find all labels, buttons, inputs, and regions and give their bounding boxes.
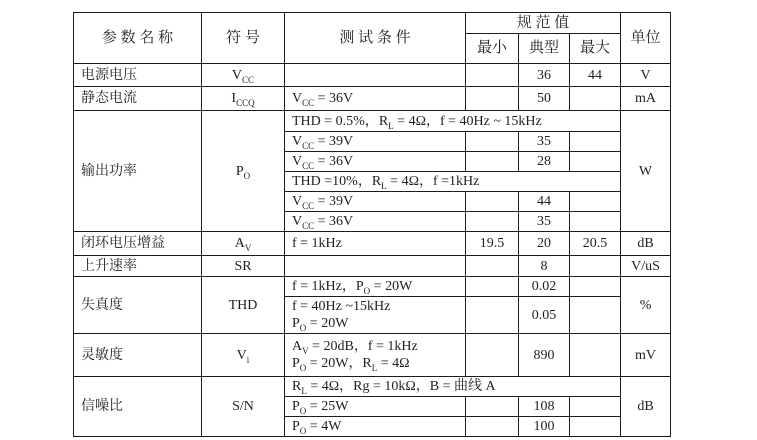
- max-cell: [570, 212, 621, 232]
- typ-cell: 0.05: [519, 297, 570, 334]
- table-row-sensitivity: [74, 334, 671, 377]
- condition-cell: $V_{CC} = 39V$: [285, 132, 466, 152]
- typ-cell: 35: [519, 212, 570, 232]
- max-cell: [570, 297, 621, 334]
- min-cell: [466, 132, 519, 152]
- min-cell: [466, 297, 519, 334]
- max-cell: [570, 256, 621, 277]
- param-symbol: $P_O$: [202, 111, 285, 232]
- unit-cell: V/uS: [621, 256, 671, 277]
- condition-cell: $V_{CC} = 36V$: [285, 152, 466, 172]
- param-symbol: SR: [202, 256, 285, 277]
- table-row-quiescent-current: [74, 87, 671, 111]
- max-cell: [570, 152, 621, 172]
- unit-cell: dB: [621, 232, 671, 256]
- typ-cell: 36: [519, 64, 570, 87]
- unit-cell: mV: [621, 334, 671, 377]
- typ-cell: 100: [519, 417, 570, 437]
- param-symbol: $V_i$: [202, 334, 285, 377]
- param-name: 静态电流: [74, 87, 202, 111]
- min-cell: 19.5: [466, 232, 519, 256]
- param-name: 输出功率: [74, 111, 202, 232]
- unit-cell: %: [621, 277, 671, 334]
- param-symbol: $A_V$: [202, 232, 285, 256]
- param-name: 失真度: [74, 277, 202, 334]
- unit-cell: mA: [621, 87, 671, 111]
- typ-cell: 44: [519, 192, 570, 212]
- unit-cell: W: [621, 111, 671, 232]
- condition-cell: $P_O = 4W$: [285, 417, 466, 437]
- max-cell: [570, 192, 621, 212]
- col-header-symbol: 符 号: [202, 13, 285, 64]
- param-name: 信噪比: [74, 377, 202, 437]
- condition-group-cell: THD =10%，$R_L = 4\Omega$，f =1kHz: [285, 172, 621, 192]
- condition-cell: f = 40Hz ~15kHz $P_O = 20W$: [285, 297, 466, 334]
- col-header-typ: 典型: [519, 34, 570, 64]
- table-row-snr-group: [74, 377, 671, 397]
- typ-cell: 8: [519, 256, 570, 277]
- max-cell: 20.5: [570, 232, 621, 256]
- max-cell: [570, 417, 621, 437]
- typ-cell: 0.02: [519, 277, 570, 297]
- table-row-output-power-group1: [74, 111, 671, 132]
- param-name: 上升速率: [74, 256, 202, 277]
- condition-cell: f = 1kHz: [285, 232, 466, 256]
- typ-cell: 20: [519, 232, 570, 256]
- param-symbol: $I_{CCQ}$: [202, 87, 285, 111]
- min-cell: [466, 334, 519, 377]
- spec-table: [73, 12, 671, 437]
- typ-cell: 108: [519, 397, 570, 417]
- typ-cell: 28: [519, 152, 570, 172]
- max-cell: 44: [570, 64, 621, 87]
- typ-cell: 890: [519, 334, 570, 377]
- param-symbol: $V_{CC}$: [202, 64, 285, 87]
- table-row-supply-voltage: [74, 64, 671, 87]
- typ-cell: 50: [519, 87, 570, 111]
- condition-cell: $A_V = 20dB$，f = 1kHz $P_O = 20W$，$R_L = 4\Omega$: [285, 334, 466, 377]
- min-cell: [466, 87, 519, 111]
- param-symbol: THD: [202, 277, 285, 334]
- max-cell: [570, 334, 621, 377]
- col-header-min: 最小: [466, 34, 519, 64]
- param-name: 闭环电压增益: [74, 232, 202, 256]
- min-cell: [466, 256, 519, 277]
- max-cell: [570, 87, 621, 111]
- condition-cell: [285, 64, 466, 87]
- min-cell: [466, 212, 519, 232]
- param-symbol: S/N: [202, 377, 285, 437]
- condition-group-cell: THD = 0.5%，$R_L = 4\Omega$，f = 40Hz ~ 15kHz: [285, 111, 621, 132]
- min-cell: [466, 277, 519, 297]
- max-cell: [570, 397, 621, 417]
- table-row-distortion-sub1: [74, 277, 671, 297]
- typ-cell: 35: [519, 132, 570, 152]
- col-header-param: 参 数 名 称: [74, 13, 202, 64]
- condition-cell: $P_O = 25W$: [285, 397, 466, 417]
- min-cell: [466, 417, 519, 437]
- max-cell: [570, 132, 621, 152]
- condition-cell: f = 1kHz，$P_O = 20W$: [285, 277, 466, 297]
- table-row-voltage-gain: [74, 232, 671, 256]
- param-name: 电源电压: [74, 64, 202, 87]
- unit-cell: dB: [621, 377, 671, 437]
- condition-cell: [285, 256, 466, 277]
- min-cell: [466, 397, 519, 417]
- condition-cell: $V_{CC} = 36V$: [285, 87, 466, 111]
- unit-cell: V: [621, 64, 671, 87]
- min-cell: [466, 152, 519, 172]
- table-header-row-1: [74, 13, 671, 34]
- max-cell: [570, 277, 621, 297]
- col-header-unit: 单位: [621, 13, 671, 64]
- col-header-max: 最大: [570, 34, 621, 64]
- condition-cell: $V_{CC} = 36V$: [285, 212, 466, 232]
- col-header-spec-group: 规 范 值: [466, 13, 621, 34]
- table-row-slew-rate: [74, 256, 671, 277]
- condition-group-cell: $R_L = 4\Omega$，Rg = 10kΩ，B = 曲线 A: [285, 377, 621, 397]
- param-name: 灵敏度: [74, 334, 202, 377]
- min-cell: [466, 64, 519, 87]
- min-cell: [466, 192, 519, 212]
- condition-cell: $V_{CC} = 39V$: [285, 192, 466, 212]
- col-header-condition: 测 试 条 件: [285, 13, 466, 64]
